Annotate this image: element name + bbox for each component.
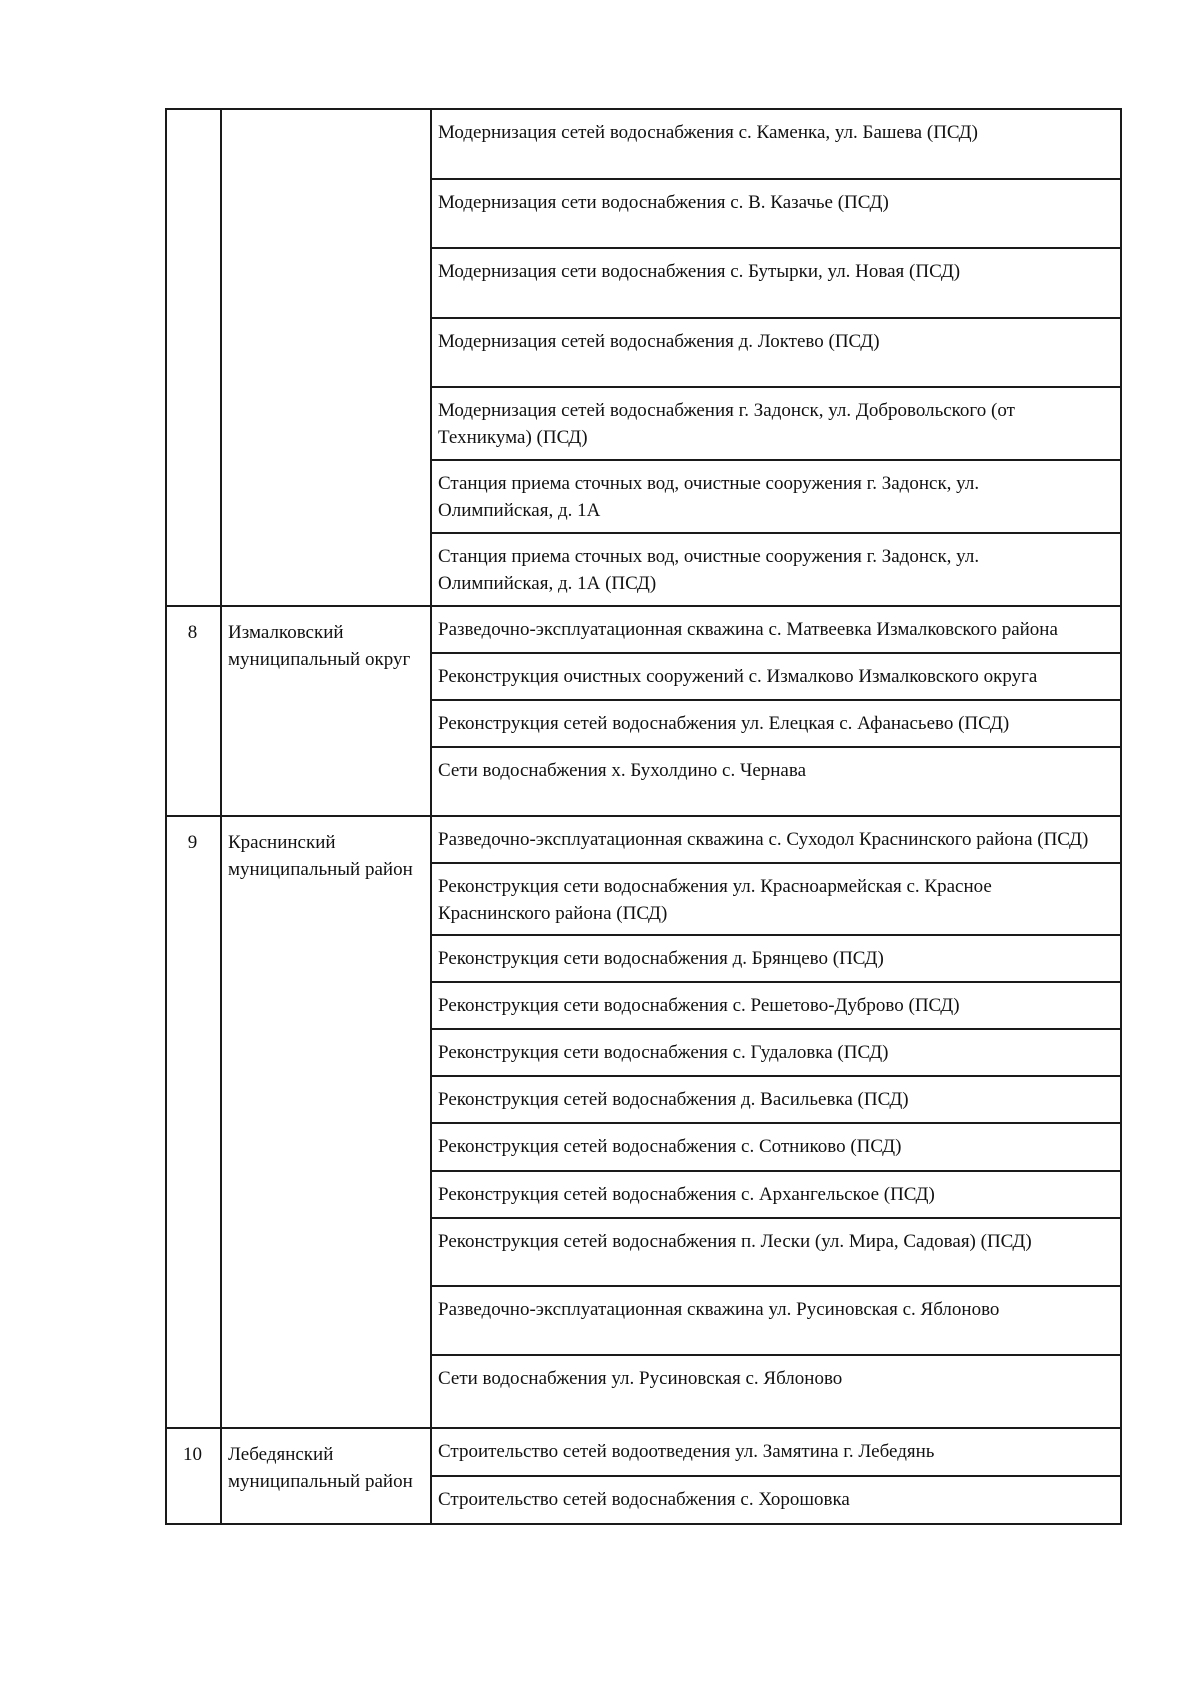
item-text-line: Разведочно-эксплуатационная скважина с. Суходол Краснинского района (ПСД)	[438, 829, 1089, 850]
district-name-line: муниципальный район	[228, 1471, 413, 1492]
item-row-separator	[430, 317, 1120, 319]
item-row-separator	[430, 386, 1120, 388]
section-number: 10	[183, 1444, 202, 1465]
item-text-line: Разведочно-эксплуатационная скважина с. Матвеевка Измалковского района	[438, 619, 1058, 640]
item-text-line: Станция приема сточных вод, очистные сооружения г. Задонск, ул.	[438, 473, 980, 494]
item-row-separator	[430, 1475, 1120, 1477]
item-row-separator	[430, 1285, 1120, 1287]
item-row-separator	[430, 1217, 1120, 1219]
table-top-border	[165, 108, 1122, 110]
item-row-separator	[430, 746, 1120, 748]
section-number: 9	[187, 832, 198, 853]
item-text-line: Строительство сетей водоотведения ул. Замятина г. Лебедянь	[438, 1441, 935, 1462]
item-row-separator	[430, 1028, 1120, 1030]
item-row-separator	[430, 1354, 1120, 1356]
table-bottom-border	[165, 1523, 1122, 1525]
item-text-line: Техникума) (ПСД)	[438, 427, 588, 448]
item-text-line: Модернизация сети водоснабжения с. Бутырки, ул. Новая (ПСД)	[438, 261, 961, 282]
district-name-line: Лебедянский	[228, 1444, 334, 1465]
item-row-separator	[430, 532, 1120, 534]
item-text-line: Реконструкция сети водоснабжения ул. Красноармейская с. Красное	[438, 876, 992, 897]
item-row-separator	[430, 1122, 1120, 1124]
item-text-line: Реконструкция сетей водоснабжения с. Сотниково (ПСД)	[438, 1136, 902, 1157]
item-row-separator	[430, 1170, 1120, 1172]
section-separator	[165, 815, 1122, 817]
item-text-line: Краснинского района (ПСД)	[438, 903, 668, 924]
district-name-line: Измалковский	[228, 622, 344, 643]
item-row-separator	[430, 862, 1120, 864]
item-text-line: Реконструкция сетей водоснабжения ул. Елецкая с. Афанасьево (ПСД)	[438, 713, 1010, 734]
item-text-line: Олимпийская, д. 1А	[438, 500, 601, 521]
item-row-separator	[430, 934, 1120, 936]
item-row-separator	[430, 699, 1120, 701]
item-text-line: Модернизация сети водоснабжения с. В. Казачье (ПСД)	[438, 192, 889, 213]
item-text-line: Модернизация сетей водоснабжения г. Задонск, ул. Добровольского (от	[438, 400, 1015, 421]
section-separator	[165, 1427, 1122, 1429]
item-row-separator	[430, 178, 1120, 180]
district-name-line: Краснинский	[228, 832, 336, 853]
item-text-line: Реконструкция сетей водоснабжения д. Васильевка (ПСД)	[438, 1089, 909, 1110]
item-text-line: Реконструкция сети водоснабжения с. Решетово-Дуброво (ПСД)	[438, 995, 960, 1016]
item-text-line: Олимпийская, д. 1А (ПСД)	[438, 573, 657, 594]
item-row-separator	[430, 459, 1120, 461]
item-row-separator	[430, 247, 1120, 249]
item-text-line: Строительство сетей водоснабжения с. Хорошовка	[438, 1489, 850, 1510]
section-separator	[165, 605, 1122, 607]
item-text-line: Станция приема сточных вод, очистные сооружения г. Задонск, ул.	[438, 546, 980, 567]
section-number: 8	[187, 622, 198, 643]
item-text-line: Сети водоснабжения х. Бухолдино с. Чернава	[438, 760, 807, 781]
item-row-separator	[430, 652, 1120, 654]
item-text-line: Реконструкция очистных сооружений с. Измалково Измалковского округа	[438, 666, 1038, 687]
item-text-line: Реконструкция сети водоснабжения д. Брянцево (ПСД)	[438, 948, 884, 969]
item-text-line: Реконструкция сети водоснабжения с. Гудаловка (ПСД)	[438, 1042, 889, 1063]
item-text-line: Разведочно-эксплуатационная скважина ул. Русиновская с. Яблоново	[438, 1299, 1000, 1320]
item-text-line: Реконструкция сетей водоснабжения п. Лески (ул. Мира, Садовая) (ПСД)	[438, 1231, 1032, 1252]
item-row-separator	[430, 1075, 1120, 1077]
district-name-line: муниципальный округ	[228, 649, 411, 670]
item-text-line: Модернизация сетей водоснабжения с. Каменка, ул. Башева (ПСД)	[438, 122, 978, 143]
item-text-line: Сети водоснабжения ул. Русиновская с. Яблоново	[438, 1368, 843, 1389]
district-name-line: муниципальный район	[228, 859, 413, 880]
item-text-line: Модернизация сетей водоснабжения д. Локтево (ПСД)	[438, 331, 880, 352]
item-row-separator	[430, 981, 1120, 983]
item-text-line: Реконструкция сетей водоснабжения с. Архангельское (ПСД)	[438, 1184, 935, 1205]
